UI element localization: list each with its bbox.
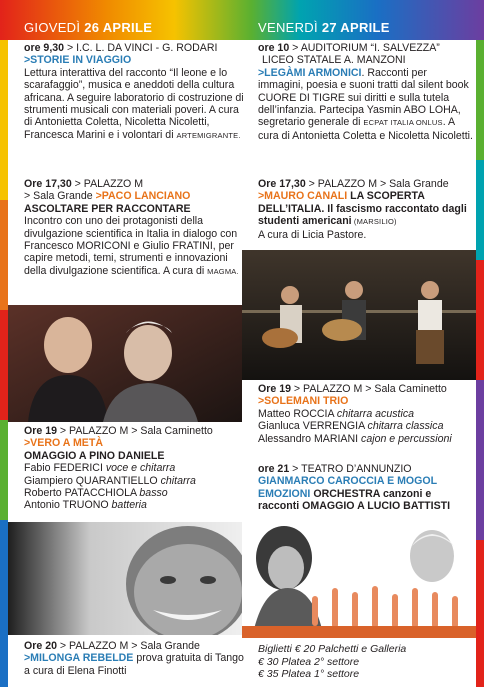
event-title: >PACO LANCIANO	[95, 190, 191, 203]
event-subtitle: LA SCOPERTA DELL’ITALIA. Il fascismo raccontato dagli studenti americani	[258, 190, 467, 228]
event-subtitle: OMAGGIO A PINO DANIELE	[24, 449, 165, 462]
photo-solemani-trio	[242, 250, 476, 380]
event-time: ore 9,30	[24, 42, 65, 54]
ticket-line-3: € 35 Platea 1° settore	[258, 668, 360, 681]
event-place: > PALAZZO M	[71, 178, 144, 190]
event-time: ore 10	[258, 42, 290, 54]
side-bar-left-blue	[0, 520, 8, 687]
event-time: Ore 20	[24, 640, 57, 652]
left-event-3: Ore 19 > PALAZZO M > Sala Caminetto >VERO A METÀ OMAGGIO A PINO DANIELE Fabio FEDERICI voce e chitarra Giampiero QUARANTIELLO chitarra Roberto PATACCHIOLA basso Antonio TRUONO batteria	[24, 425, 244, 512]
side-bar-right-teal	[476, 160, 484, 260]
event-title: >STORIE IN VIAGGIO	[24, 54, 132, 67]
event-title: >SOLEMANI TRIO	[258, 395, 349, 408]
day-header-right: VENERDÌ 27 APRILE	[258, 20, 390, 35]
left-event-2: Ore 17,30 > PALAZZO M > Sala Grande >PACO LANCIANO ASCOLTARE PER RACCONTARE Incontro con uno dei protagonisti della divulgazione scientifica in Italia in dialogo con Francesco MORICONI e Giulio FRATINI, per capire metodi, temi, strumenti e innovazioni della divulgazione scientifica. A cura di MAGMA.	[24, 178, 244, 278]
event-subtitle: ASCOLTARE PER RACCONTARE	[24, 202, 191, 215]
side-bar-right-green	[476, 40, 484, 160]
event-description: Lettura interattiva del racconto “Il leone e lo scarafaggio”, musica e aneddoti della cultura africana. A seguire laboratorio di costruzione di strumenti musicali con materiali poveri. A cura di Antonietta Coletta, Nicoletta Nicoletti, Francesca Marini e i volontari di ARTEMIGRANTE.	[24, 66, 244, 141]
event-title: >MAURO CANALI	[258, 190, 348, 203]
event-place: > PALAZZO M > Sala Grande	[56, 640, 200, 652]
event-title: GIANMARCO CAROCCIA E MOGOL EMOZIONI	[258, 475, 437, 500]
ticket-prices	[258, 643, 474, 681]
event-place: > TEATRO D’ANNUNZIO	[289, 463, 412, 475]
side-bar-right-red-bottom	[476, 540, 484, 687]
right-event-4	[258, 463, 474, 513]
event-place: > PALAZZO M > Sala Caminetto	[56, 425, 213, 437]
day-header-left: GIOVEDÌ 26 APRILE	[24, 20, 153, 35]
ticket-line-2: € 30 Platea 2° settore	[258, 655, 360, 668]
event-title: >VERO A METÀ	[24, 437, 103, 450]
event-time: Ore 17,30	[258, 178, 306, 190]
event-title: >MILONGA REBELDE	[24, 652, 134, 665]
event-place: > AUDITORIUM “I. SALVEZZA”	[289, 42, 440, 54]
left-event-1	[24, 42, 244, 142]
event-place-2: LICEO STATALE A. MANZONI	[262, 54, 406, 67]
right-event-3: Ore 19 > PALAZZO M > Sala Caminetto >SOLEMANI TRIO Matteo ROCCIA chitarra acustica Gianluca VERRENGIA chitarra classica Alessandro MARIANI cajon e percussioni	[258, 383, 474, 445]
photo-two-speakers	[8, 305, 242, 422]
ticket-line-1: Biglietti € 20 Palchetti e Galleria	[258, 643, 407, 655]
event-time: ore 21	[258, 463, 290, 475]
event-time: Ore 17,30	[24, 178, 72, 190]
photo-battisti-concert	[242, 518, 476, 638]
left-event-4	[24, 640, 244, 677]
event-description: A cura di Licia Pastore.	[258, 228, 367, 241]
event-subtitle: ORCHESTRA canzoni e racconti OMAGGIO A LUCIO BATTISTI	[258, 487, 451, 513]
side-bar-left-green	[0, 420, 8, 520]
event-description: prova gratuita di Tango a cura di Elena Finotti	[24, 652, 244, 677]
side-bar-left-yellow	[0, 40, 8, 200]
side-bar-right-purple	[476, 380, 484, 540]
event-description: >LEGÀMI ARMONICI. Racconti per immagini, poesia e suoni tratti dal silent book CUORE DI TIGRE sui diritti e sulla tutela dell’infanzia. Partecipa Yasmin ABO LOHA, segretario generale di ECPAT ITALIA ONLUS. A cura di Antonietta Coletta e Nicoletta Nicoletti.	[258, 66, 473, 142]
event-description: Incontro con uno dei protagonisti della divulgazione scientifica in Italia in dialogo con Francesco MORICONI e Giulio FRATINI, per capire metodi, temi, strumenti e innovazioni della divulgazione scientifica. A cura di MAGMA.	[24, 215, 239, 277]
side-bar-right-red	[476, 260, 484, 380]
side-bar-left-orange	[0, 200, 8, 310]
event-time: Ore 19	[258, 383, 291, 395]
event-place: > PALAZZO M > Sala Grande	[305, 178, 449, 190]
right-event-2: Ore 17,30 > PALAZZO M > Sala Grande >MAURO CANALI LA SCOPERTA DELL’ITALIA. Il fascismo raccontato dagli studenti americani (MARSILIO) A cura di Licia Pastore.	[258, 178, 474, 241]
side-bar-left-red	[0, 310, 8, 420]
photo-pino-daniele	[8, 522, 242, 635]
event-time: Ore 19	[24, 425, 57, 437]
right-event-1	[258, 42, 474, 142]
event-place: > I.C. L. DA VINCI - G. RODARI	[64, 42, 218, 54]
event-place: > PALAZZO M > Sala Caminetto	[290, 383, 447, 395]
